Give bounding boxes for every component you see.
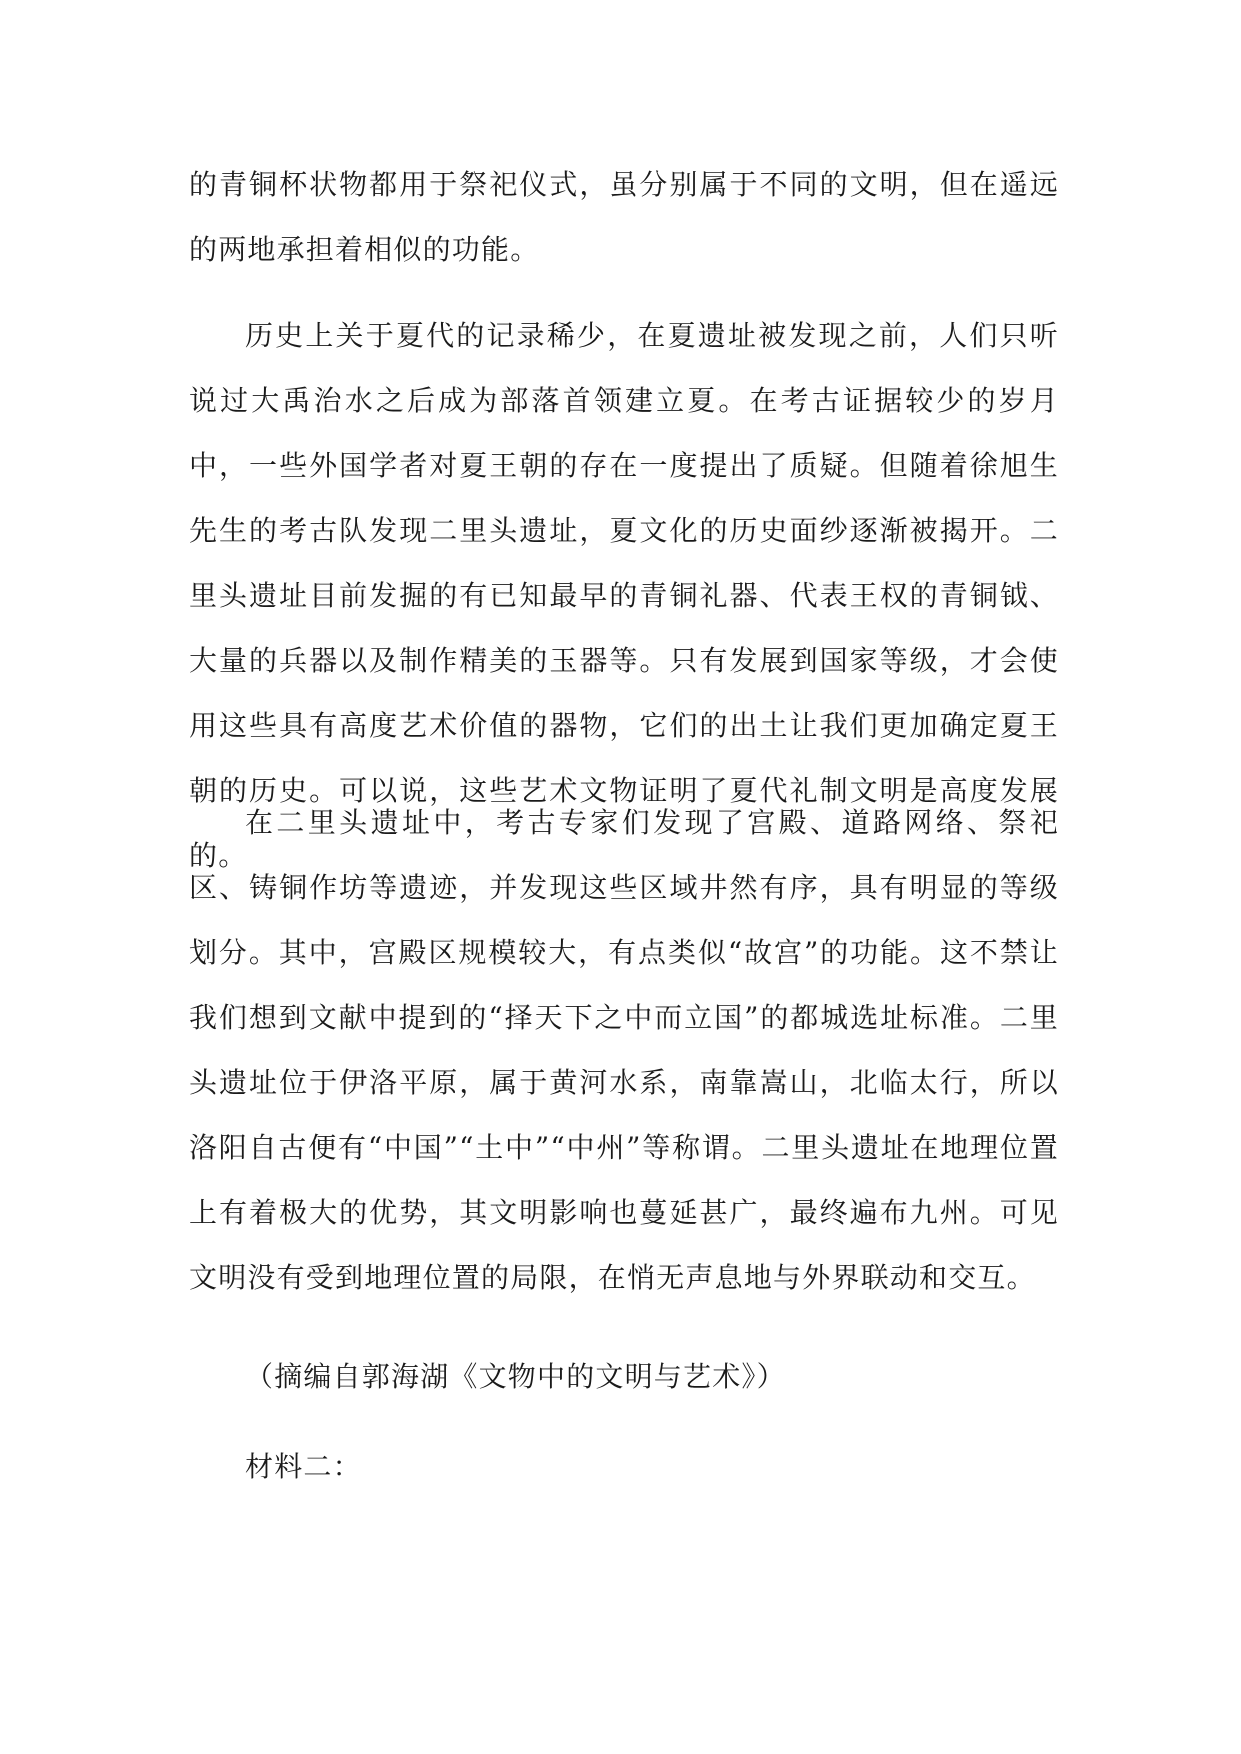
source-citation: （摘编自郭海湖《文物中的文明与艺术》）: [245, 1360, 786, 1393]
paragraph-erlitou-site: 在二里头遗址中，考古专家们发现了宫殿、道路网络、祭祀区、铸铜作坊等遗迹，并发现这些区域井然有序，具有明显的等级划分。其中，宫殿区规模较大，有点类似“故宫”的功能。这不禁让我们想到文献中提到的“择天下之中而立国”的都城选址标准。二里头遗址位于伊洛平原，属于黄河水系，南靠嵩山，北临太行，所以洛阳自古便有“中国”“土中”“中州”等称谓。二里头遗址在地理位置上有着极大的优势，其文明影响也蔓延甚广，最终遍布九州。可见文明没有受到地理位置的局限，在悄无声息地与外界联动和交互。: [189, 806, 1059, 1294]
material-two-label: 材料二：: [245, 1450, 362, 1483]
paragraph-continuation: 的青铜杯状物都用于祭祀仪式，虽分别属于不同的文明，但在遥远的两地承担着相似的功能。: [189, 168, 1059, 266]
paragraph-xia-history: 历史上关于夏代的记录稀少，在夏遗址被发现之前，人们只听说过大禹治水之后成为部落首领建立夏。在考古证据较少的岁月中，一些外国学者对夏王朝的存在一度提出了质疑。但随着徐旭生先生的考古队发现二里头遗址，夏文化的历史面纱逐渐被揭开。二里头遗址目前发掘的有已知最早的青铜礼器、代表王权的青铜钺、大量的兵器以及制作精美的玉器等。只有发展到国家等级，才会使用这些具有高度艺术价值的器物，它们的出土让我们更加确定夏王朝的历史。可以说，这些艺术文物证明了夏代礼制文明是高度发展的。: [189, 319, 1059, 872]
